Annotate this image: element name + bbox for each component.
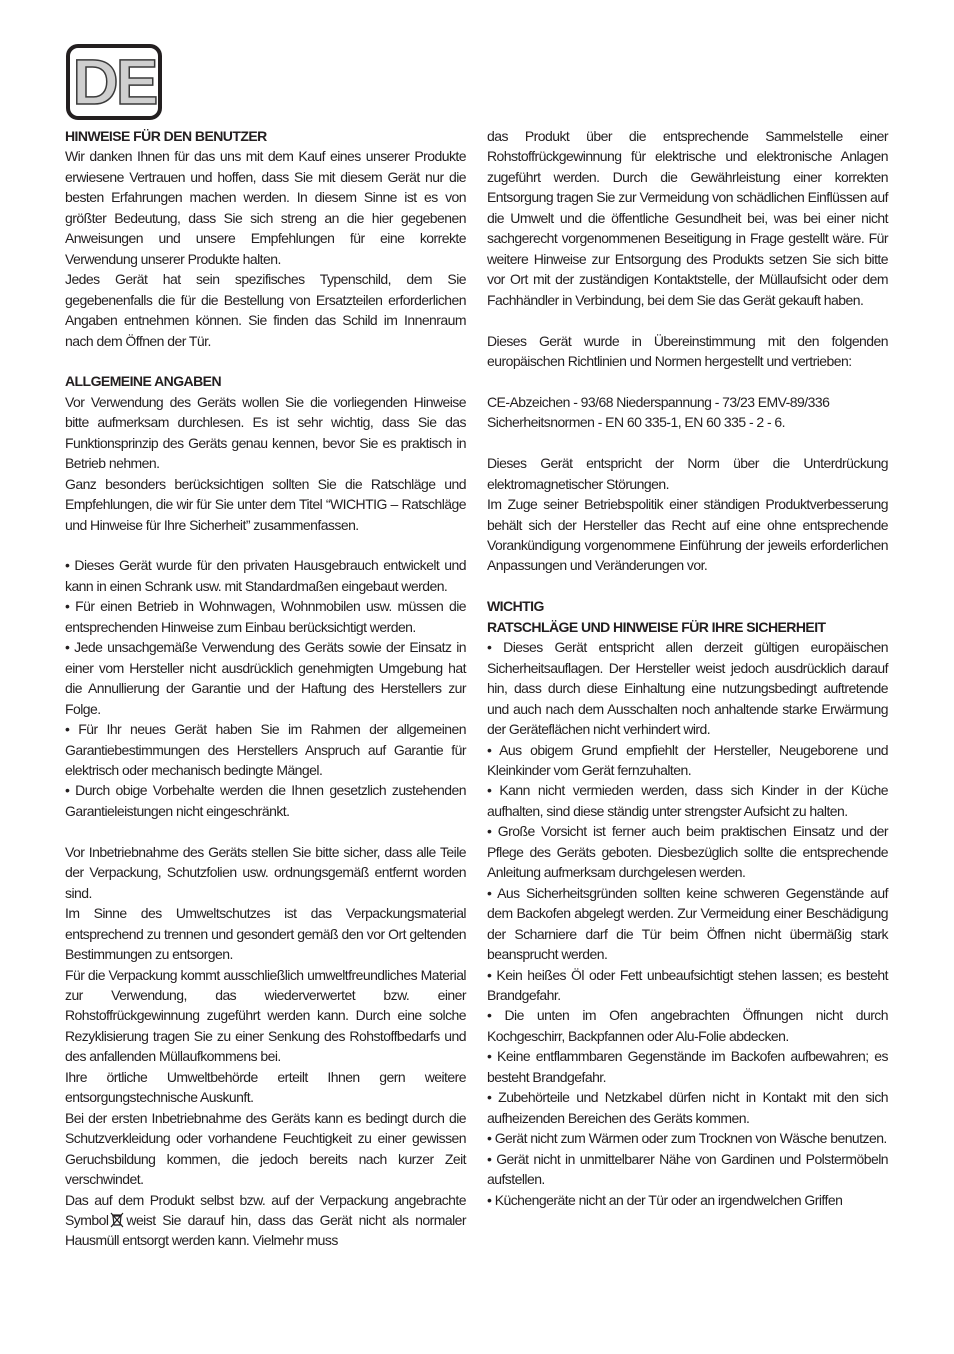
bullet-item: • Große Vorsicht ist ferner auch beim praktischen Einsatz und der Pflege des Geräts geboten. Diesbezüglich sollte die entsprechende Anleitung aufmerksam durchgelesen werden.: [487, 823, 888, 881]
spacer: [65, 535, 466, 555]
ce-marking-line: CE-Abzeichen - 93/68 Niederspannung - 73/23 EMV-89/336: [487, 393, 830, 410]
bullet-item: • Durch obige Vorbehalte werden die Ihnen gesetzlich zustehenden Garantieleistungen nicht eingeschränkt.: [65, 782, 466, 819]
weee-text-start: Das auf dem Produkt selbst bzw. auf der Verpackung angebrachte Symbol: [65, 1191, 466, 1228]
weee-text-end: weist Sie darauf hin, dass das Gerät nicht als normaler Hausmüll entsorgt werden kann. Vielmehr muss: [65, 1211, 466, 1249]
spacer: [487, 433, 888, 453]
spacer: [65, 351, 466, 371]
bullet-item: • Keine entflammbaren Gegenstände im Backofen aufbewahren; es besteht Brandgefahr.: [487, 1048, 888, 1085]
paragraph: Vor Verwendung des Geräts wollen Sie die vorliegenden Hinweise bitte aufmerksam durchlesen. Es ist sehr wichtig, dass Sie das Funktionsprinzip des Geräts genau kennen, bevor Sie es praktisch in Betrieb nehmen.: [65, 393, 466, 472]
bullet-item: • Kein heißes Öl oder Fett unbeaufsichtigt stehen lassen; es besteht Brandgefahr.: [487, 966, 888, 1003]
bullet-item: • Zubehörteile und Netzkabel dürfen nicht in Kontakt mit den sich aufheizenden Bereichen des Geräts kommen.: [487, 1089, 888, 1126]
paragraph: Vor Inbetriebnahme des Geräts stellen Sie bitte sicher, dass alle Teile der Verpackung, Schutzfolien usw. ordnungsgemäß entfernt worden sind.: [65, 843, 466, 901]
spacer: [487, 576, 888, 596]
spacer: [487, 371, 888, 391]
paragraph: Im Zuge seiner Betriebspolitik einer ständigen Produktverbesserung behält sich der Hersteller das Recht auf eine ohne entsprechende Vorankündigung vorgenommene Einführung der jeweils erforderlichen Anpassungen und Veränderungen vor.: [487, 496, 888, 574]
crossed-bin-icon: [110, 1212, 124, 1228]
left-column: [65, 126, 466, 1251]
bullet-item: • Kann nicht vermieden werden, dass sich Kinder in der Küche aufhalten, sind diese ständig unter strengster Aufsicht zu halten.: [487, 782, 888, 819]
safety-norms-line: Sicherheitsnormen - EN 60 335-1, EN 60 335 - 2 - 6.: [487, 414, 786, 431]
heading-important: WICHTIG: [487, 598, 544, 615]
paragraph: Ihre örtliche Umweltbehörde erteilt Ihnen gern weitere entsorgungstechnische Auskunft.: [65, 1068, 466, 1106]
bullet-item: • Küchengeräte nicht an der Tür oder an irgendwelchen Griffen: [487, 1191, 843, 1208]
paragraph: Ganz besonders berücksichtigen sollten Sie die Ratschläge und Empfehlungen, die wir für Sie unter dem Titel “WICHTIG – Ratschläge und Hinweise für Ihre Sicherheit” zusammenfassen.: [65, 475, 466, 533]
heading-general-info: ALLGEMEINE ANGABEN: [65, 373, 222, 390]
bullet-item: • Gerät nicht in unmittelbarer Nähe von Gardinen und Polstermöbeln aufstellen.: [487, 1150, 888, 1188]
bullet-item: • Aus Sicherheitsgründen sollten keine schweren Gegenstände auf dem Backofen abgelegt werden. Zur Vermeidung einer Beschädigung der Scharniere darf die Tür beim Öffnen nicht übermäßig stark beansprucht werden.: [487, 884, 888, 963]
spacer: [487, 310, 888, 330]
bullet-item: • Aus obigem Grund empfiehlt der Hersteller, Neugeborene und Kleinkinder vom Gerät fernzuhalten.: [487, 741, 888, 778]
heading-user-notes: HINWEISE FÜR DEN BENUTZER: [65, 128, 267, 144]
paragraph: Jedes Gerät hat sein spezifisches Typenschild, dem Sie gegebenenfalls die für die Bestellung von Ersatzteilen erforderlichen Angaben entnehmen können. Sie finden das Schild im Innenraum nach dem Öffnen der Tür.: [65, 271, 466, 349]
paragraph: das Produkt über die entsprechende Sammelstelle einer Rohstoffrückgewinnung für elektrische und elektronische Anlagen zugeführt werden. Durch die Gewährleistung einer korrekten Entsorgung tragen Sie zur Vermeidung von schädlichen Einflüssen auf die Umwelt und die öffentliche Gesundheit bei, was bei einer nicht sachgerecht vorgenommenen Beseitigung in Frage gestellt wäre. Für weitere Hinweise zur Entsorgung des Produkts setzen Sie sich bitte vor Ort mit der zuständigen Kontaktstelle, der Müllaufsicht oder dem Fachhändler in Verbindung, bei dem Sie das Gerät gekauft haben.: [487, 128, 888, 308]
bullet-item: • Dieses Gerät wurde für den privaten Hausgebrauch entwickelt und kann in einen Schrank usw. mit Standardmaßen eingebaut werden.: [65, 557, 466, 594]
bullet-item: • Gerät nicht zum Wärmen oder zum Trocknen von Wäsche benutzen.: [487, 1130, 887, 1147]
paragraph: Für die Verpackung kommt ausschließlich umweltfreundliches Material zur Verwendung, das wiederverwertet bzw. einer Rohstoffrückgewinnung zugeführt werden kann. Durch eine solche Rezyklisierung tragen Sie zu einer Senkung des Rohstoffbedarfs und des anfallenden Müllaufkommens bei.: [65, 966, 466, 1065]
paragraph: Dieses Gerät entspricht der Norm über die Unterdrückung elektromagnetischer Störungen.: [487, 455, 888, 492]
heading-safety-advice: RATSCHLÄGE UND HINWEISE FÜR IHRE SICHERHEIT: [487, 618, 826, 635]
paragraph: Dieses Gerät wurde in Übereinstimmung mit den folgenden europäischen Richtlinien und Normen hergestellt und vertrieben:: [487, 332, 888, 369]
bullet-item: • Für Ihr neues Gerät haben Sie im Rahmen der allgemeinen Garantiebestimmungen des Herstellers Anspruch auf Garantie für elektrisch oder mechanisch bedingte Mängel.: [65, 721, 466, 779]
paragraph: Bei der ersten Inbetriebnahme des Geräts kann es bedingt durch die Schutzverkleidung oder vorhandene Feuchtigkeit zu einer gewissen Geruchsbildung kommen, die jedoch bereits nach kurzer Zeit verschwindet.: [65, 1109, 466, 1188]
bullet-item: • Für einen Betrieb in Wohnwagen, Wohnmobilen usw. müssen die entsprechenden Hinweise zum Einbau berücksichtigt werden.: [65, 598, 466, 635]
right-column: [487, 126, 888, 1210]
bullet-item: • Die unten im Ofen angebrachten Öffnungen nicht durch Kochgeschirr, Backpfannen oder Alu-Folie abdecken.: [487, 1007, 888, 1044]
paragraph-weee: [65, 1190, 466, 1251]
paragraph: Im Sinne des Umweltschutzes ist das Verpackungsmaterial entsprechend zu trennen und gesondert gemäß den vor Ort geltenden Bestimmungen zu entsorgen.: [65, 905, 466, 963]
language-badge: [66, 44, 162, 120]
bullet-item: • Dieses Gerät entspricht allen derzeit gültigen europäischen Sicherheitsauflagen. Der Hersteller weist jedoch ausdrücklich darauf hin, dass durch diese Einhaltung eine nutzungsbedingt auftretende und auch nach dem Ausschalten noch anhaltende starke Erwärmung der Geräteflächen nicht verhindert wird.: [487, 639, 888, 738]
language-code: DE: [72, 46, 156, 118]
spacer: [65, 821, 466, 841]
paragraph: Wir danken Ihnen für das uns mit dem Kauf eines unserer Produkte erwiesene Vertrauen und hoffen, dass Sie mit diesem Gerät nur die besten Erfahrungen machen werden. In diesem Sinne ist es von größter Bedeutung, dass Sie sich streng an die hier gegebenen Anweisungen und unsere Empfehlungen für eine korrekte Verwendung unserer Produkte halten.: [65, 148, 466, 267]
bullet-item: • Jede unsachgemäße Verwendung des Geräts sowie der Einsatz in einer vom Hersteller nicht ausdrücklich genehmigten Umgebung hat die Annullierung der Garantie und der Haftung des Herstellers zur Folge.: [65, 639, 466, 717]
